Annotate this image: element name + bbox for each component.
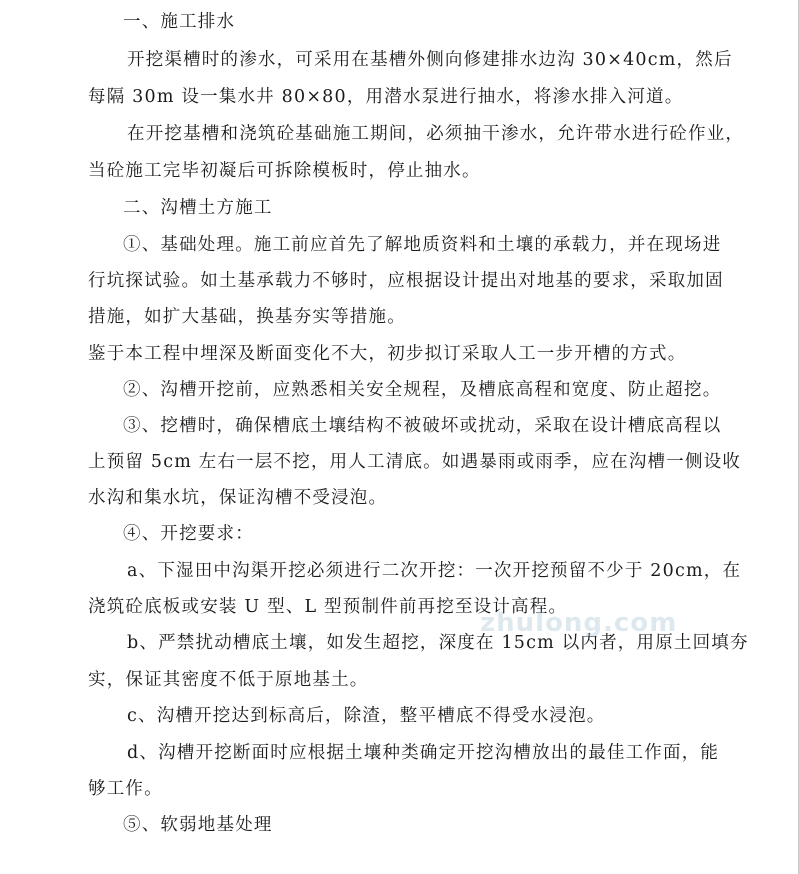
paragraph-line: 水沟和集水坑，保证沟槽不受浸泡。 bbox=[88, 488, 388, 508]
paragraph-line: d、沟槽开挖断面时应根据土壤种类确定开挖沟槽放出的最佳工作面，能 bbox=[127, 743, 720, 763]
heading-drainage: 一、施工排水 bbox=[123, 12, 236, 32]
paragraph-line: 够工作。 bbox=[88, 779, 163, 799]
paragraph-line: 措施，如扩大基础，换基夯实等措施。 bbox=[88, 307, 406, 327]
paragraph-line: 实，保证其密度不低于原地基土。 bbox=[88, 670, 369, 690]
paragraph-line: 当砼施工完毕初凝后可拆除模板时，停止抽水。 bbox=[88, 161, 481, 181]
paragraph-line: ③、挖槽时，确保槽底土壤结构不被破坏或扰动，采取在设计槽底高程以 bbox=[123, 416, 722, 436]
watermark: zhulong.com bbox=[480, 608, 678, 638]
paragraph-line: ①、基础处理。施工前应首先了解地质资料和土壤的承载力，并在现场进 bbox=[123, 235, 722, 255]
paragraph-line: 鉴于本工程中埋深及断面变化不大，初步拟订采取人工一步开槽的方式。 bbox=[88, 344, 687, 364]
paragraph-line: b、严禁扰动槽底土壤，如发生超挖，深度在 15cm 以内者，用原土回填夯 bbox=[127, 633, 749, 653]
paragraph-line: 上预留 5cm 左右一层不挖，用人工清底。如遇暴雨或雨季，应在沟槽一侧设收 bbox=[88, 452, 742, 472]
paragraph-line: ②、沟槽开挖前，应熟悉相关安全规程，及槽底高程和宽度、防止超挖。 bbox=[123, 380, 722, 400]
paragraph-line: 每隔 30m 设一集水井 80×80，用潜水泵进行抽水，将渗水排入河道。 bbox=[88, 87, 684, 107]
paragraph-line: 行坑探试验。如土基承载力不够时，应根据设计提出对地基的要求，采取加固 bbox=[88, 271, 724, 291]
paragraph-line: 开挖渠槽时的渗水，可采用在基槽外侧向修建排水边沟 30×40cm，然后 bbox=[127, 50, 733, 70]
paragraph-line: a、下湿田中沟渠开挖必须进行二次开挖：一次开挖预留不少于 20cm，在 bbox=[127, 561, 742, 581]
paragraph-line: 浇筑砼底板或安装 U 型、L 型预制件前再挖至设计高程。 bbox=[88, 597, 568, 617]
paragraph-line: c、沟槽开挖达到标高后，除渣，整平槽底不得受水浸泡。 bbox=[127, 706, 606, 726]
heading-excavation-requirements: ④、开挖要求： bbox=[123, 524, 254, 544]
heading-soft-foundation: ⑤、软弱地基处理 bbox=[123, 815, 273, 835]
heading-earthwork: 二、沟槽土方施工 bbox=[123, 198, 273, 218]
paragraph-line: 在开挖基槽和浇筑砼基础施工期间，必须抽干渗水，允许带水进行砼作业， bbox=[127, 124, 745, 144]
